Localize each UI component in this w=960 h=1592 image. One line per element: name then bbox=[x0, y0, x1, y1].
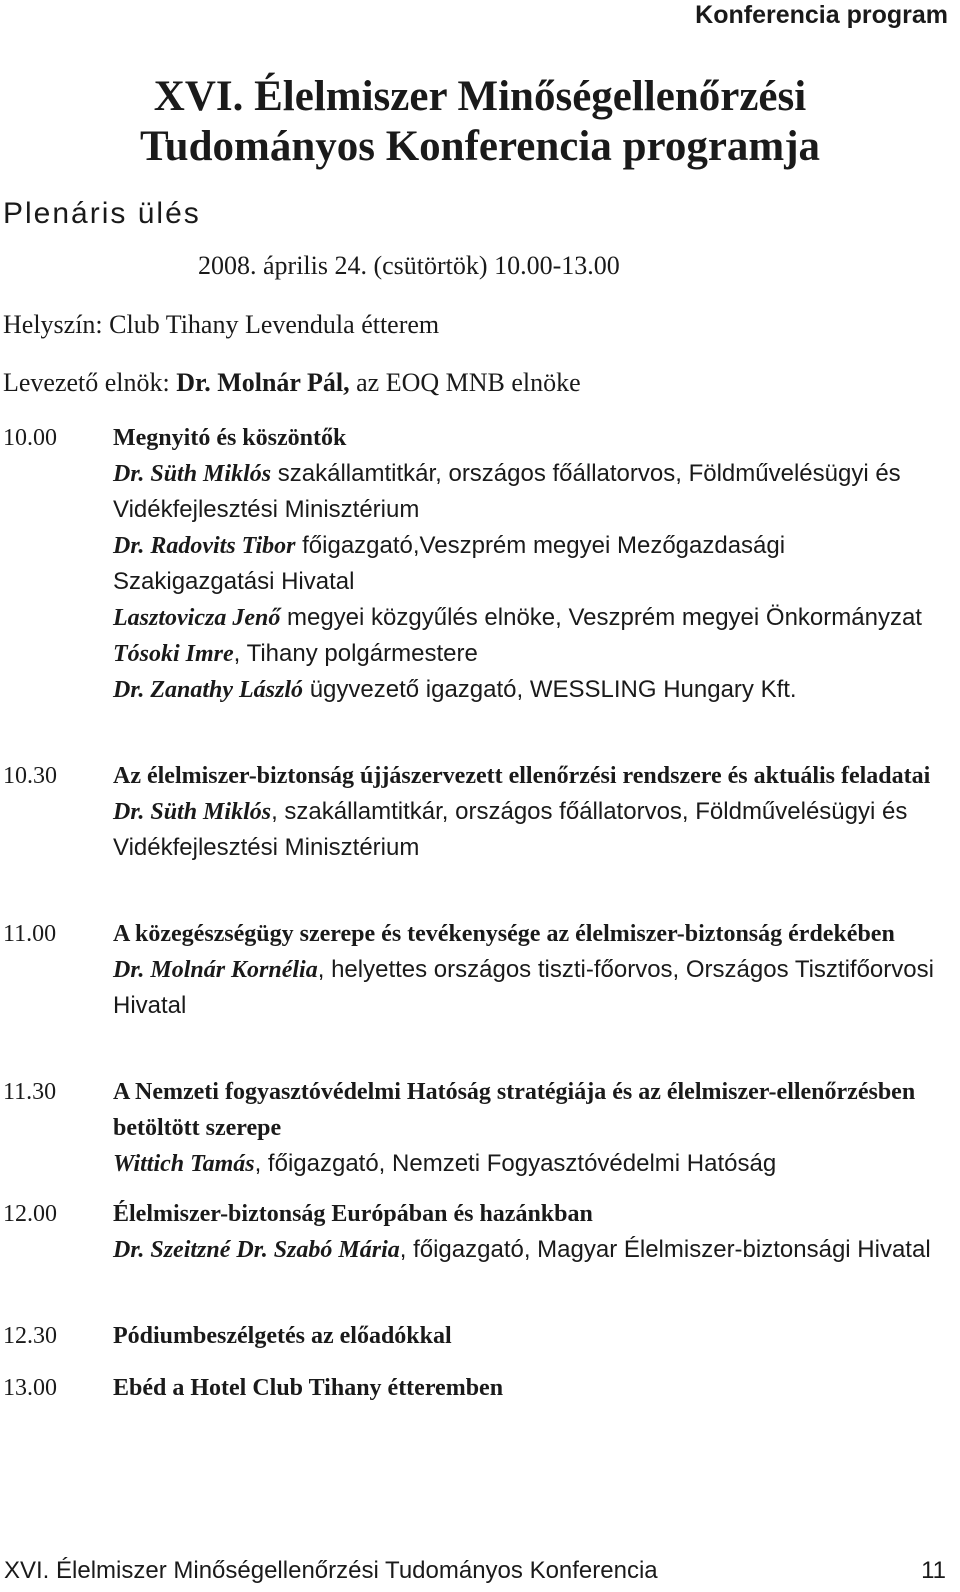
speaker-name: Dr. Süth Miklós bbox=[113, 461, 272, 487]
speaker-role: , főigazgató, Magyar Élelmiszer-biztonsági Hivatal bbox=[399, 1236, 931, 1263]
session-heading: Plenáris ülés bbox=[3, 197, 201, 230]
program-slot bbox=[3, 1196, 943, 1268]
page-number: 11 bbox=[921, 1557, 946, 1584]
slot-time: 12.00 bbox=[3, 1201, 57, 1227]
speaker-role: ügyvezető igazgató, WESSLING Hungary Kft. bbox=[303, 676, 797, 703]
session-date: 2008. április 24. (csütörtök) 10.00-13.00 bbox=[198, 251, 620, 280]
speaker-name: Wittich Tamás bbox=[113, 1151, 255, 1177]
chair-suffix: az EOQ MNB elnöke bbox=[349, 368, 581, 397]
speaker-role: , helyettes országos tiszti-főorvos, Országos Tisztifőorvosi Hivatal bbox=[113, 956, 934, 1019]
slot-topic: A közegészségügy szerepe és tevékenysége az élelmiszer-biztonság érdekében bbox=[113, 921, 895, 947]
slot-time: 13.00 bbox=[3, 1375, 57, 1401]
chair-name: Dr. Molnár Pál, bbox=[176, 368, 350, 397]
speaker-entry bbox=[113, 528, 943, 600]
program-slot bbox=[3, 1074, 943, 1182]
slot-topic: A Nemzeti fogyasztóvédelmi Hatóság stratégiája és az élelmiszer-ellenőrzésben betöltött szerepe bbox=[113, 1079, 916, 1141]
title-line-1: XVI. Élelmiszer Minőségellenőrzési bbox=[153, 73, 807, 120]
speaker-entry bbox=[113, 636, 943, 672]
title-line-2: Tudományos Konferencia programja bbox=[139, 123, 821, 170]
speaker-entry bbox=[113, 794, 943, 866]
slot-topic: Élelmiszer-biztonság Európában és hazánkban bbox=[113, 1201, 593, 1227]
slot-time: 12.30 bbox=[3, 1323, 57, 1349]
slot-time: 11.00 bbox=[3, 921, 57, 947]
session-venue: Helyszín: Club Tihany Levendula étterem bbox=[3, 310, 440, 339]
speaker-role: , főigazgató, Nemzeti Fogyasztóvédelmi Hatóság bbox=[254, 1150, 777, 1177]
speaker-role: , szakállamtitkár, országos főállatorvos, Földművelésügyi és Vidékfejlesztési Minisztérium bbox=[113, 798, 908, 861]
speaker-role: , Tihany polgármestere bbox=[233, 640, 478, 667]
speaker-entry bbox=[113, 672, 943, 708]
speaker-name: Dr. Szeitzné Dr. Szabó Mária bbox=[113, 1237, 400, 1263]
slot-topic: Pódiumbeszélgetés az előadókkal bbox=[113, 1323, 452, 1349]
speaker-name: Dr. Molnár Kornélia bbox=[113, 957, 318, 983]
speaker-name: Lasztovicza Jenő bbox=[113, 605, 281, 631]
slot-time: 10.30 bbox=[3, 763, 57, 789]
speaker-name: Dr. Zanathy László bbox=[113, 677, 304, 703]
program-slot bbox=[3, 1370, 943, 1406]
speaker-entry bbox=[113, 1232, 943, 1268]
speaker-entry bbox=[113, 952, 943, 1024]
slot-topic: Ebéd a Hotel Club Tihany étteremben bbox=[113, 1375, 504, 1401]
speaker-name: Dr. Süth Miklós bbox=[113, 799, 272, 825]
speaker-name: Tósoki Imre bbox=[113, 641, 234, 667]
chair-prefix: Levezető elnök: bbox=[3, 368, 177, 397]
program-slot bbox=[3, 1318, 943, 1354]
footer-title: XVI. Élelmiszer Minőségellenőrzési Tudományos Konferencia bbox=[4, 1557, 658, 1584]
speaker-role: megyei közgyűlés elnöke, Veszprém megyei Önkormányzat bbox=[280, 604, 922, 631]
speaker-entry bbox=[113, 1146, 943, 1182]
speaker-role: szakállamtitkár, országos főállatorvos, Földművelésügyi és Vidékfejlesztési Minisztérium bbox=[113, 460, 901, 523]
slot-time: 10.00 bbox=[3, 425, 57, 451]
page-title bbox=[0, 72, 960, 172]
speaker-name: Dr. Radovits Tibor bbox=[113, 533, 296, 559]
program-slot bbox=[3, 420, 943, 708]
program-slot bbox=[3, 758, 943, 866]
slot-topic: Az élelmiszer-biztonság újjászervezett ellenőrzési rendszere és aktuális feladatai bbox=[113, 763, 931, 789]
running-head: Konferencia program bbox=[695, 1, 948, 29]
speaker-entry bbox=[113, 600, 943, 636]
speaker-role: főigazgató,Veszprém megyei Mezőgazdasági Szakigazgatási Hivatal bbox=[113, 532, 786, 595]
slot-topic: Megnyitó és köszöntők bbox=[113, 425, 347, 451]
session-chair bbox=[3, 367, 581, 399]
speaker-entry bbox=[113, 456, 943, 528]
program-slot bbox=[3, 916, 943, 1024]
slot-time: 11.30 bbox=[3, 1079, 57, 1105]
